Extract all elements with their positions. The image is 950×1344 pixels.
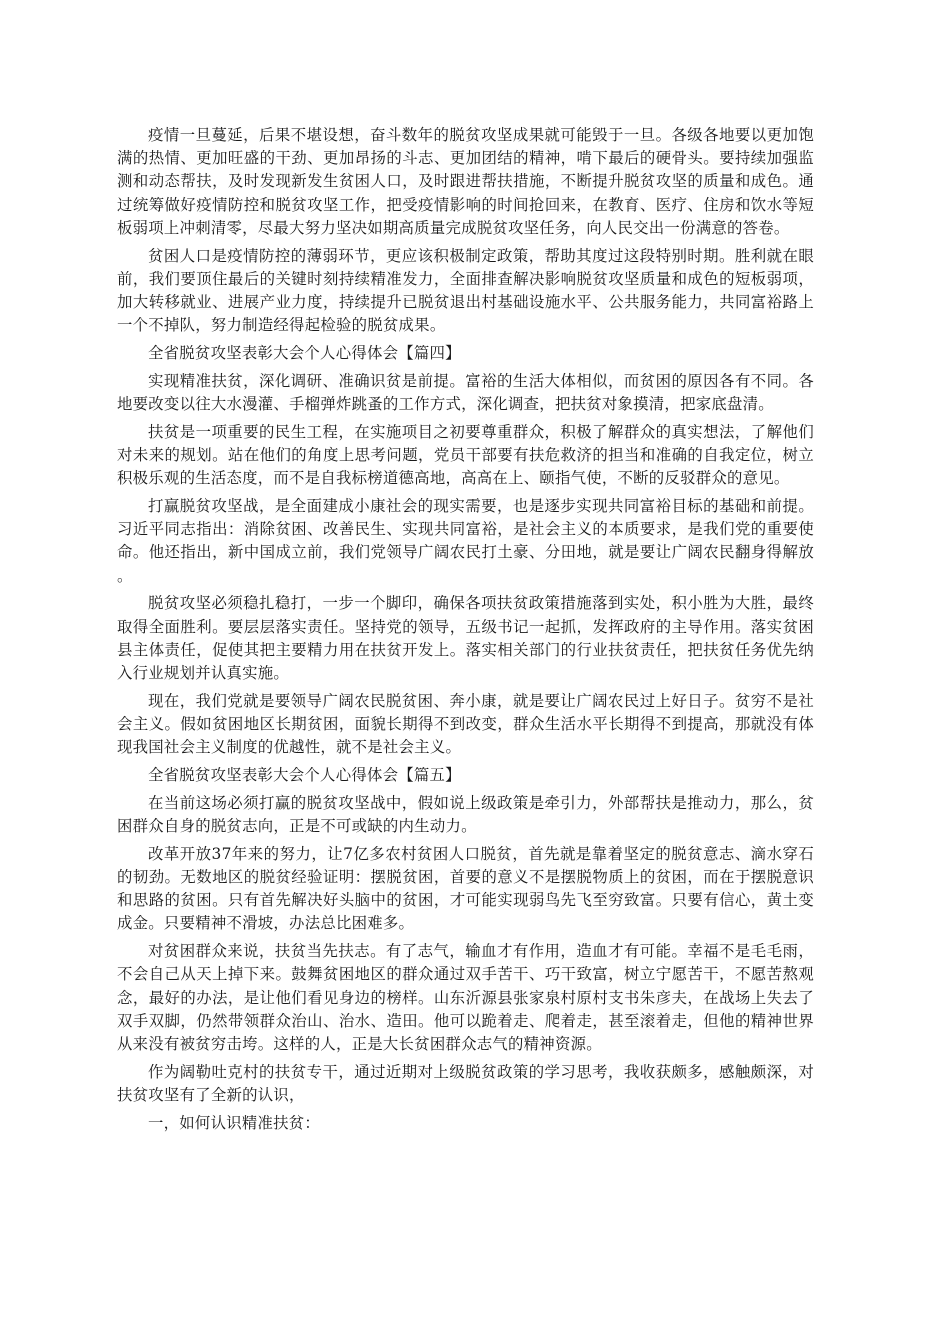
paragraph: 在当前这场必须打赢的脱贫攻坚战中，假如说上级政策是牵引力，外部帮扶是推动力，那么，贫困群众自身的脱贫志向，正是不可或缺的内生动力。 xyxy=(117,793,814,836)
paragraph: 一，如何认识精准扶贫： xyxy=(148,1113,321,1132)
paragraph: 对贫困群众来说，扶贫当先扶志。有了志气，输血才有作用，造血才有可能。幸福不是毛毛雨，不会自己从天上掉下来。鼓舞贫困地区的群众通过双手苦干、巧干致富，树立宁愿苦干，不愿苦熬观念，最好的办法，是让他们看见身边的榜样。山东沂源县张家泉村原村支书朱彦夫，在战场上失去了双手双脚，仍然带领群众治山、治水、造田。他可以跪着走、爬着走，甚至滚着走，但他的精神世界从来没有被贫穷击垮。这样的人，正是大长贫困群众志气的精神资源。 xyxy=(117,942,814,1054)
paragraph: 贫困人口是疫情防控的薄弱环节，更应该积极制定政策，帮助其度过这段特别时期。胜利就在眼前，我们要顶住最后的关键时刻持续精准发力，全面排查解决影响脱贫攻坚质量和成色的短板弱项，加大转移就业、进展产业力度，持续提升已脱贫退出村基础设施水平、公共服务能力，共同富裕路上一个不掉队，努力制造经得起检验的脱贫成果。 xyxy=(117,246,814,335)
section-heading: 全省脱贫攻坚表彰大会个人心得体会【篇四】 xyxy=(148,344,461,363)
paragraph: 现在，我们党就是要领导广阔农民脱贫困、奔小康，就是要让广阔农民过上好日子。贫穷不是社会主义。假如贫困地区长期贫困，面貌长期得不到改变，群众生活水平长期得不到提高，那就没有体现我国社会主义制度的优越性，就不是社会主义。 xyxy=(117,691,814,757)
paragraph: 改革开放37年来的努力，让7亿多农村贫困人口脱贫，首先就是靠着坚定的脱贫意志、滴水穿石的韧劲。无数地区的脱贫经验证明：摆脱贫困，首要的意义不是摆脱物质上的贫困，而在于摆脱意识和思路的贫困。只有首先解决好头脑中的贫困，才可能实现弱鸟先飞至穷致富。只要有信心，黄土变成金。只要精神不滑坡，办法总比困难多。 xyxy=(117,844,814,933)
paragraph: 扶贫是一项重要的民生工程，在实施项目之初要尊重群众，积极了解群众的真实想法，了解他们对未来的规划。站在他们的角度上思考问题，党员干部要有扶危救济的担当和准确的自我定位，树立积极乐观的生活态度，而不是自我标榜道德高地，高高在上、颐指气使，不断的反驳群众的意见。 xyxy=(117,422,814,488)
paragraph: 作为阔勒吐克村的扶贫专干，通过近期对上级脱贫政策的学习思考，我收获颇多，感触颇深，对扶贫攻坚有了全新的认识， xyxy=(117,1062,814,1105)
paragraph: 实现精准扶贫，深化调研、准确识贫是前提。富裕的生活大体相似，而贫困的原因各有不同。各地要改变以往大水漫灌、手榴弹炸跳蚤的工作方式，深化调查，把扶贫对象摸清，把家底盘清。 xyxy=(117,371,814,414)
document-page xyxy=(117,124,814,1135)
paragraph: 脱贫攻坚必须稳扎稳打，一步一个脚印，确保各项扶贫政策措施落到实处，积小胜为大胜，最终取得全面胜利。要层层落实责任。坚持党的领导，五级书记一起抓，发挥政府的主导作用。落实贫困县主体责任，促使其把主要精力用在扶贫开发上。落实相关部门的行业扶贫责任，把扶贫任务优先纳入行业规划并认真实施。 xyxy=(117,594,814,683)
paragraph: 打赢脱贫攻坚战，是全面建成小康社会的现实需要，也是逐步实现共同富裕目标的基础和前提。习近平同志指出：消除贫困、改善民生、实现共同富裕，是社会主义的本质要求，是我们党的重要使命。他还指出，新中国成立前，我们党领导广阔农民打土豪、分田地，就是要让广阔农民翻身得解放。 xyxy=(117,497,814,585)
paragraph: 疫情一旦蔓延，后果不堪设想，奋斗数年的脱贫攻坚成果就可能毁于一旦。各级各地要以更加饱满的热情、更加旺盛的干劲、更加昂扬的斗志、更加团结的精神，啃下最后的硬骨头。要持续加强监测和动态帮扶，及时发现新发生贫困人口，及时跟进帮扶措施，不断提升脱贫攻坚的质量和成色。通过统筹做好疫情防控和脱贫攻坚工作，把受疫情影响的时间抢回来，在教育、医疗、住房和饮水等短板弱项上冲刺清零，尽最大努力坚决如期高质量完成脱贫攻坚任务，向人民交出一份满意的答卷。 xyxy=(117,126,814,237)
section-heading: 全省脱贫攻坚表彰大会个人心得体会【篇五】 xyxy=(148,766,461,785)
